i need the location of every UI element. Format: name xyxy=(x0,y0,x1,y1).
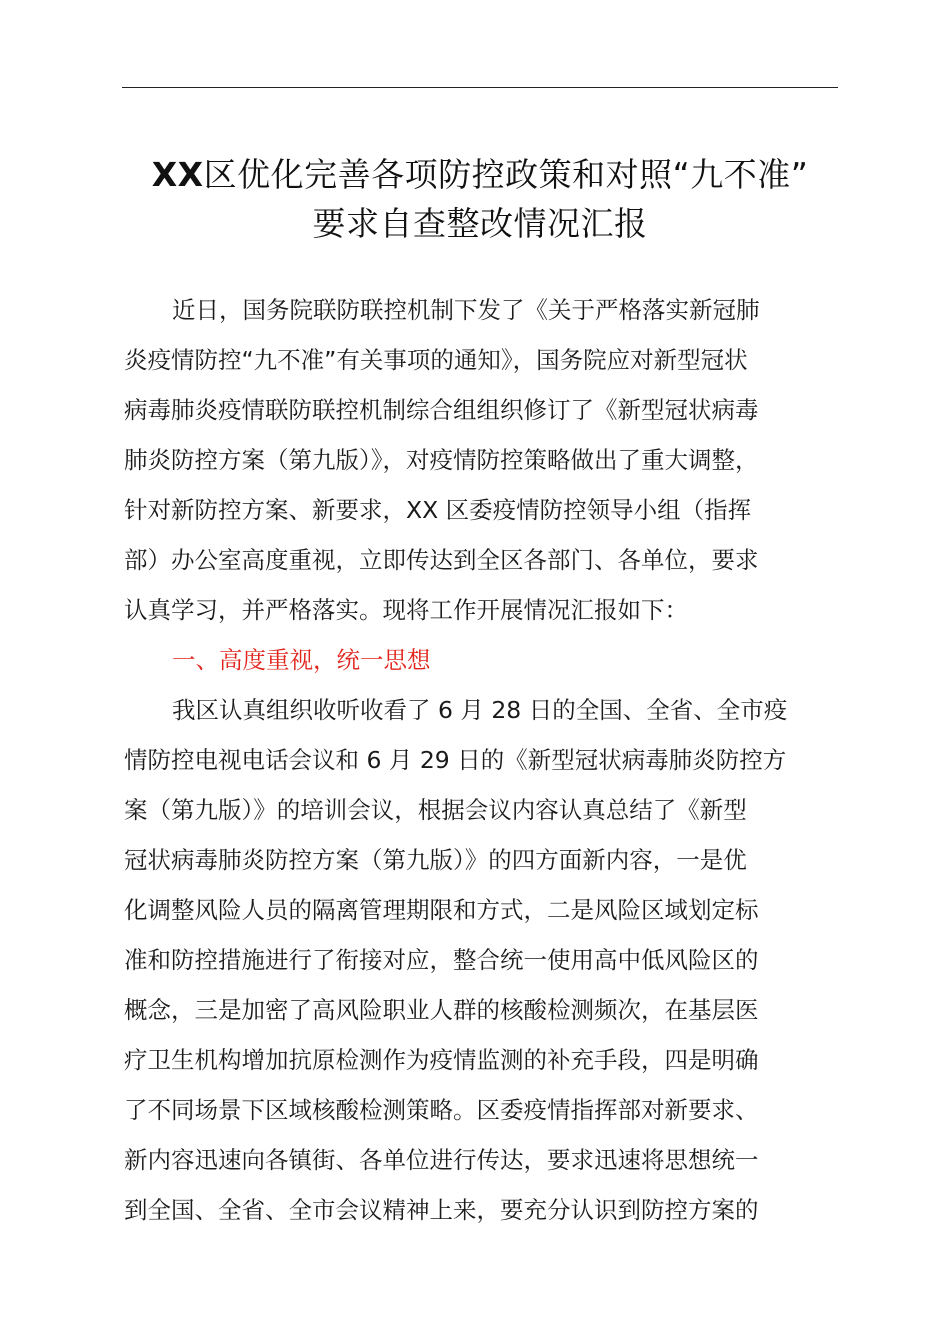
paragraph-line: 近日，国务院联防联控机制下发了《关于严格落实新冠肺 xyxy=(172,296,760,324)
paragraph-line: 到全国、全省、全市会议精神上来，要充分认识到防控方案的 xyxy=(124,1196,759,1224)
document-title xyxy=(100,150,860,248)
section-heading: 一、高度重视，统一思想 xyxy=(172,646,431,674)
paragraph-line: 肺炎防控方案（第九版）》，对疫情防控策略做出了重大调整， xyxy=(124,446,759,474)
paragraph-line: 了不同场景下区域核酸检测策略。区委疫情指挥部对新要求、 xyxy=(124,1096,759,1124)
paragraph-line: 化调整风险人员的隔离管理期限和方式，二是风险区域划定标 xyxy=(124,896,759,924)
document-body xyxy=(124,285,838,1235)
paragraph-line: 炎疫情防控“九不准”有关事项的通知》，国务院应对新型冠状 xyxy=(124,346,748,374)
paragraph-line: 情防控电视电话会议和 6 月 29 日的《新型冠状病毒肺炎防控方 xyxy=(124,746,787,774)
title-line-1-text: 区优化完善各项防控政策和对照“九不准” xyxy=(203,155,809,194)
paragraph-line: 概念，三是加密了高风险职业人群的核酸检测频次，在基层医 xyxy=(124,996,759,1024)
paragraph-line: 病毒肺炎疫情联防联控机制综合组组织修订了《新型冠状病毒 xyxy=(124,396,759,424)
title-line-2: 要求自查整改情况汇报 xyxy=(312,204,648,243)
paragraph-line: 疗卫生机构增加抗原检测作为疫情监测的补充手段，四是明确 xyxy=(124,1046,759,1074)
paragraph-line: 我区认真组织收听收看了 6 月 28 日的全国、全省、全市疫 xyxy=(172,696,788,724)
paragraph-1 xyxy=(124,285,838,635)
header-rule xyxy=(122,87,838,88)
paragraph-line: 准和防控措施进行了衔接对应，整合统一使用高中低风险区的 xyxy=(124,946,759,974)
paragraph-line: 冠状病毒肺炎防控方案（第九版）》的四方面新内容，一是优 xyxy=(124,846,747,874)
paragraph-line: 新内容迅速向各镇街、各单位进行传达，要求迅速将思想统一 xyxy=(124,1146,759,1174)
title-prefix: XX xyxy=(151,155,204,194)
paragraph-line: 认真学习，并严格落实。现将工作开展情况汇报如下： xyxy=(124,596,688,624)
paragraph-line: 部）办公室高度重视，立即传达到全区各部门、各单位，要求 xyxy=(124,546,759,574)
paragraph-2 xyxy=(124,685,838,1235)
paragraph-line: 针对新防控方案、新要求，XX 区委疫情防控领导小组（指挥 xyxy=(124,496,752,524)
paragraph-line: 案（第九版）》的培训会议，根据会议内容认真总结了《新型 xyxy=(124,796,747,824)
title-line-1 xyxy=(100,150,860,199)
